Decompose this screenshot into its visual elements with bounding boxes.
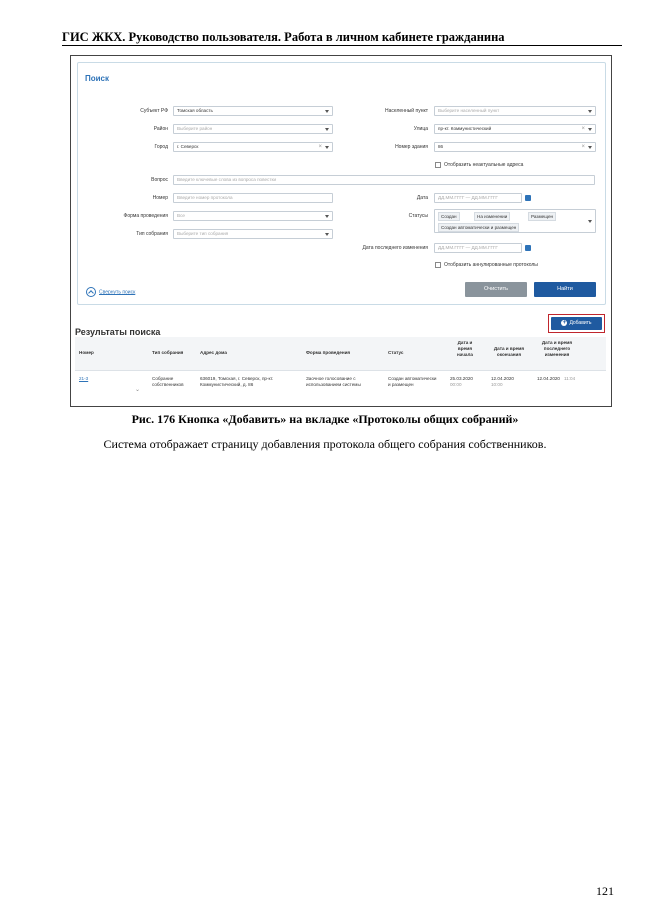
- street-select[interactable]: [434, 124, 596, 134]
- chevron-down-icon: [588, 146, 592, 149]
- figure-caption: Рис. 176 Кнопка «Добавить» на вкладке «Протоколы общих собраний»: [131, 412, 519, 426]
- street-value: пр-кт. Коммунистический: [438, 126, 492, 131]
- find-button[interactable]: Найти: [534, 282, 596, 297]
- clear-icon[interactable]: ×: [581, 126, 585, 132]
- row-end-date: 12.04.2020: [491, 376, 514, 381]
- last-change-placeholder: ДД.ММ.ГГГГ — ДД.ММ.ГГГГ: [438, 245, 498, 250]
- chevron-down-icon: [325, 146, 329, 149]
- chevron-down-icon: [325, 215, 329, 218]
- city-label: Город: [154, 144, 168, 150]
- search-panel: [77, 62, 606, 305]
- district-label: Район: [153, 126, 168, 132]
- inactive-addresses-checkbox[interactable]: [435, 162, 441, 168]
- number-input[interactable]: [173, 193, 333, 203]
- col-form: Форма проведения: [306, 350, 351, 355]
- form-label: Форма проведения: [123, 213, 168, 219]
- last-change-label: Дата последнего изменения: [362, 245, 428, 251]
- document-header: ГИС ЖКХ. Руководство пользователя. Работа в личном кабинете гражданина: [62, 30, 505, 44]
- row-form: Заочное голосование с использованием системы: [306, 376, 361, 387]
- col-end: Дата и время окончания: [493, 346, 525, 357]
- clear-icon[interactable]: ×: [318, 144, 322, 150]
- row-start-date: 25.03.2020: [450, 376, 473, 381]
- col-meeting-type: Тип собрания: [152, 350, 184, 355]
- question-input[interactable]: [173, 175, 595, 185]
- locality-placeholder: Выберите населенный пункт: [438, 108, 500, 113]
- question-placeholder: Введите ключевые слова из вопроса повестки: [177, 177, 277, 182]
- chevron-down-icon: [325, 110, 329, 113]
- number-label: Номер: [152, 195, 168, 201]
- street-label: Улица: [413, 126, 428, 132]
- status-tag[interactable]: Размещен: [528, 212, 556, 221]
- clear-button[interactable]: Очистить: [465, 282, 527, 297]
- question-label: Вопрос: [151, 177, 168, 183]
- meeting-type-placeholder: Выберите тип собрания: [177, 231, 229, 236]
- row-start-time: 00:00: [450, 382, 462, 387]
- district-placeholder: Выберите район: [177, 126, 213, 131]
- locality-select[interactable]: [434, 106, 596, 116]
- number-placeholder: Введите номер протокола: [177, 195, 233, 200]
- form-value: Все: [177, 213, 185, 218]
- annulled-label: Отобразить аннулированные протоколы: [444, 262, 538, 268]
- col-start: Дата и время начала: [457, 340, 473, 357]
- row-address: 636019, Томская, г. Северск, пр-кт. Коммунистический, д. 86: [200, 376, 274, 387]
- meeting-type-select[interactable]: [173, 229, 333, 239]
- subject-value: Томская область: [177, 108, 213, 113]
- row-meeting-type: Собрание собственников: [152, 376, 184, 387]
- annulled-checkbox[interactable]: [435, 262, 441, 268]
- row-number-link[interactable]: 21-3: [79, 376, 89, 381]
- house-select[interactable]: [434, 142, 596, 152]
- add-button[interactable]: [551, 317, 602, 330]
- page-number: 121: [596, 884, 614, 898]
- locality-label: Населенный пункт: [384, 108, 428, 114]
- chevron-up-icon: [86, 287, 96, 297]
- calendar-icon[interactable]: [525, 195, 531, 201]
- calendar-icon[interactable]: [525, 245, 531, 251]
- col-last-change: Дата и время последнего изменения: [541, 340, 573, 357]
- status-tag[interactable]: На изменении: [474, 212, 510, 221]
- subject-select[interactable]: [173, 106, 333, 116]
- statuses-label: Статусы: [408, 213, 428, 219]
- status-tag[interactable]: Создан автоматически и размещен: [438, 223, 519, 232]
- clear-icon[interactable]: ×: [581, 144, 585, 150]
- city-select[interactable]: [173, 142, 333, 152]
- header-rule: [62, 45, 622, 46]
- row-changed-time: 11:04: [564, 376, 576, 381]
- row-changed-date: 12.04.2020: [537, 376, 560, 381]
- date-range-input[interactable]: [434, 193, 522, 203]
- chevron-down-icon: [588, 128, 592, 131]
- last-change-input[interactable]: [434, 243, 522, 253]
- screenshot-frame: [70, 55, 612, 407]
- subject-label: Субъект РФ: [140, 108, 168, 114]
- row-end-time: 10:00: [491, 382, 503, 387]
- collapse-search-label: Свернуть поиск: [99, 289, 136, 296]
- chevron-down-icon: [325, 128, 329, 131]
- chevron-down-icon: [588, 220, 592, 223]
- house-label: Номер здания: [395, 144, 428, 150]
- search-title: Поиск: [85, 74, 110, 83]
- status-tag[interactable]: Создан: [438, 212, 460, 221]
- results-title: Результаты поиска: [75, 327, 161, 337]
- date-placeholder: ДД.ММ.ГГГГ — ДД.ММ.ГГГГ: [438, 195, 498, 200]
- col-number: Номер: [79, 350, 94, 355]
- chevron-down-icon[interactable]: ⌄: [135, 387, 141, 393]
- meeting-type-label: Тип собрания: [136, 231, 168, 237]
- city-value: г. Северск: [177, 144, 199, 149]
- collapse-search-link[interactable]: [86, 287, 135, 297]
- col-status: Статус: [388, 350, 404, 355]
- inactive-addresses-label: Отобразить неактуальные адреса: [444, 162, 524, 168]
- chevron-down-icon: [325, 233, 329, 236]
- col-address: Адрес дома: [200, 350, 227, 355]
- row-status: Создан автоматически и размещен: [388, 376, 437, 387]
- plus-icon: +: [562, 319, 567, 326]
- district-select[interactable]: [173, 124, 333, 134]
- chevron-down-icon: [588, 110, 592, 113]
- results-table-header: [75, 337, 606, 371]
- form-select[interactable]: [173, 211, 333, 221]
- date-label: Дата: [416, 195, 428, 201]
- body-paragraph: Система отображает страницу добавления протокола общего собрания собственников.: [103, 437, 547, 451]
- house-value: 86: [438, 144, 444, 149]
- add-button-label: Добавить: [569, 320, 592, 326]
